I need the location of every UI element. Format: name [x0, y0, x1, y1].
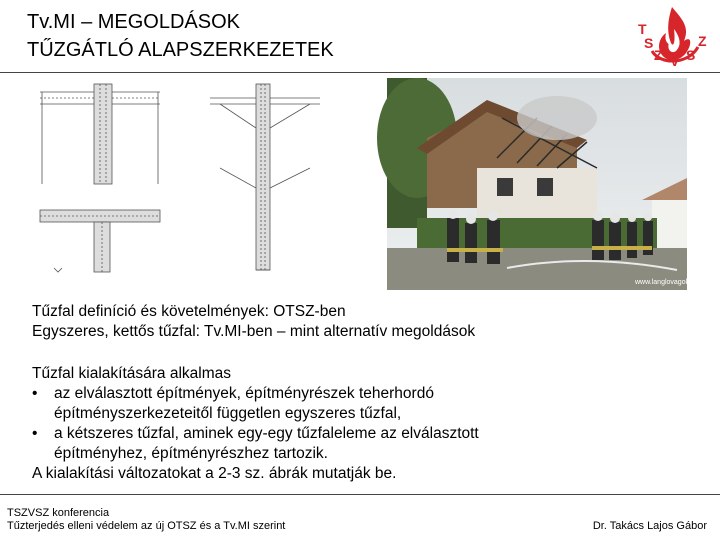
logo-text-s2: S — [686, 47, 696, 63]
body-text — [32, 302, 672, 484]
photo-watermark: www.langlovagok.hu — [635, 279, 699, 286]
variants-line: A kialakítási változatokat a 2-3 sz. ábrák mutatják be. — [32, 465, 397, 482]
bullet-1-line-2: építményszerkezeteitől független egyszeres tűzfal, — [54, 405, 402, 422]
drawing-bottom-left — [40, 210, 160, 272]
bottom-divider — [0, 494, 720, 495]
logo-text-z2: Z — [698, 33, 707, 49]
footer-left — [7, 507, 285, 533]
bullet-icon: • — [32, 385, 38, 402]
footer-conference: TSZVSZ konferencia — [7, 507, 110, 519]
bullet-1-line-1: az elválasztott építmények, építményrészek teherhordó — [54, 385, 434, 402]
list-item — [32, 424, 672, 464]
logo-text-z: Z — [654, 47, 663, 63]
single-double-line: Egyszeres, kettős tűzfal: Tv.MI-ben – mint alternatív megoldások — [32, 323, 476, 340]
list-item — [32, 384, 672, 424]
footer-author: Dr. Takács Lajos Gábor — [592, 520, 707, 532]
suitable-line: Tűzfal kialakítására alkalmas — [32, 365, 231, 382]
bullet-2-line-2: építményhez, építményrészhez tartozik. — [54, 445, 328, 462]
logo-text-v: V — [670, 53, 680, 69]
bullet-icon: • — [32, 425, 38, 442]
title-line-1: Tv.MI – MEGOLDÁSOK — [27, 11, 240, 33]
bullet-2-line-1: a kétszeres tűzfal, aminek egy-egy tűzfaleleme az elválasztott — [54, 425, 479, 442]
footer-subtitle: Tűzterjedés elleni védelem az új OTSZ és a Tv.MI szerint — [7, 520, 286, 532]
definition-line: Tűzfal definíció és követelmények: OTSZ-ben — [32, 303, 346, 320]
firewall-section-drawings — [30, 78, 326, 278]
logo-text-s1: S — [644, 35, 654, 51]
title-line-2: TŰZGÁTLÓ ALAPSZERKEZETEK — [27, 39, 334, 61]
drawing-top-right — [210, 84, 320, 270]
page-title — [27, 8, 334, 64]
logo-text-t: T — [638, 21, 647, 37]
top-divider — [0, 72, 720, 73]
fire-scene-photo — [387, 78, 699, 290]
drawing-top-left — [40, 84, 160, 184]
flame-logo-icon — [634, 4, 714, 70]
